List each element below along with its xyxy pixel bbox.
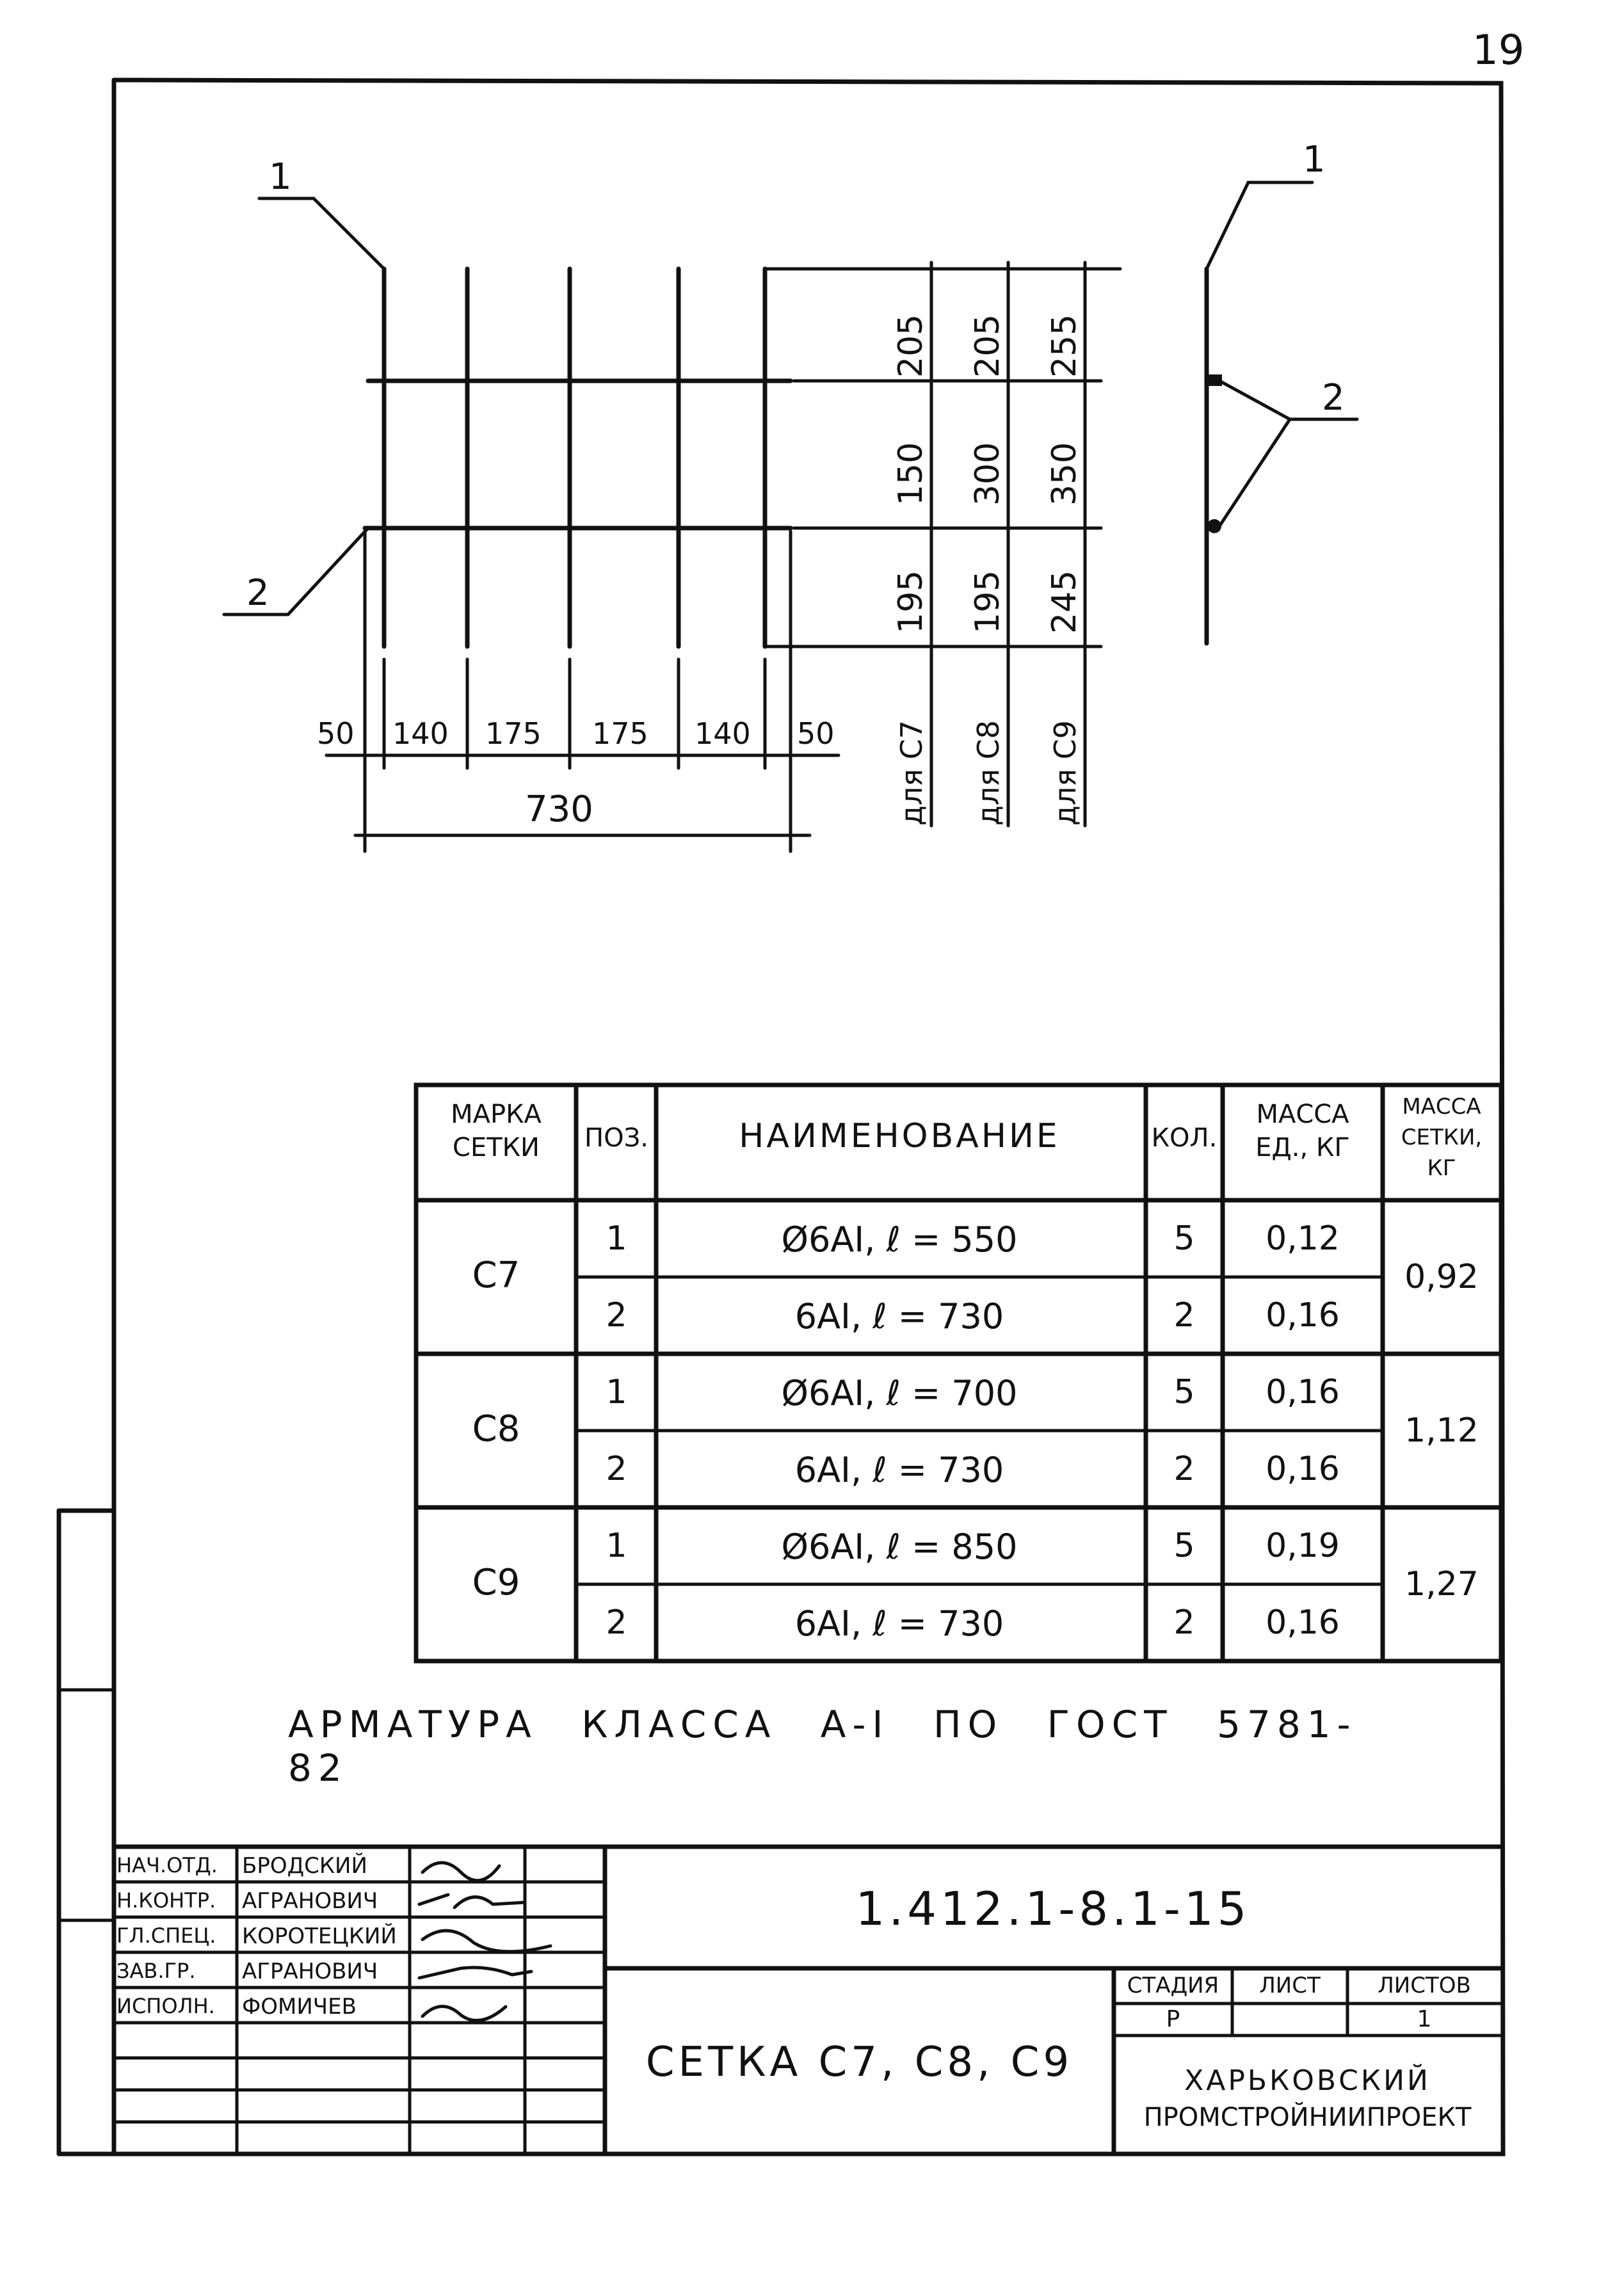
pos: 1 [606, 1373, 627, 1411]
sig-name: КОРОТЕЦКИЙ [242, 1924, 397, 1949]
name: 6AI, ℓ = 730 [794, 1603, 1004, 1644]
header-qty: КОЛ. [1151, 1123, 1218, 1153]
callout-1-left: 1 [269, 156, 292, 198]
sig-role: ЗАВ.ГР. [117, 1959, 196, 1983]
sig-role: НАЧ.ОТД. [117, 1853, 218, 1877]
dim-overall: 730 [525, 789, 593, 830]
mass-c8: 1,12 [1404, 1411, 1479, 1450]
reinforcement-note: АРМАТУРА КЛАССА А-I ПО ГОСТ 5781-82 [288, 1703, 1357, 1790]
dim-140-right: 140 [695, 716, 751, 751]
sheets-label: ЛИСТОВ [1378, 1973, 1471, 1998]
qty: 5 [1173, 1219, 1195, 1258]
qty: 5 [1173, 1527, 1195, 1565]
dim-c9-bot: 245 [1045, 570, 1084, 634]
pos: 1 [606, 1219, 627, 1258]
name: Ø6AI, ℓ = 700 [781, 1373, 1018, 1413]
qty: 2 [1173, 1450, 1195, 1488]
dim-c7-mid: 150 [892, 442, 930, 506]
mark-c7: С7 [472, 1255, 520, 1296]
dim-c8-label: для С8 [971, 720, 1006, 826]
sig-name: БРОДСКИЙ [242, 1853, 367, 1879]
callout-2-left: 2 [246, 572, 269, 614]
stage-label: СТАДИЯ [1127, 1973, 1219, 1998]
unit-mass: 0,16 [1266, 1603, 1340, 1642]
pos: 2 [606, 1603, 627, 1642]
dim-c8-top: 205 [969, 314, 1007, 378]
sig-role: ИСПОЛН. [117, 1994, 215, 2018]
drawing-title: СЕТКА С7, С8, С9 [645, 2039, 1073, 2086]
pos: 1 [606, 1527, 627, 1565]
sig-name: ФОМИЧЕВ [242, 1994, 357, 2020]
drawing-code: 1.412.1-8.1-15 [855, 1882, 1251, 1936]
qty: 2 [1173, 1296, 1195, 1335]
callout-1-right: 1 [1303, 139, 1326, 181]
unit-mass: 0,16 [1266, 1296, 1340, 1335]
dim-50-left: 50 [317, 716, 355, 751]
dim-c8-bot: 195 [969, 570, 1007, 634]
dim-50-right: 50 [797, 716, 835, 751]
sig-role: ГЛ.СПЕЦ. [117, 1924, 216, 1948]
sig-name: АГРАНОВИЧ [242, 1888, 378, 1914]
mass-c9: 1,27 [1404, 1565, 1479, 1603]
dim-c9-mid: 350 [1045, 442, 1084, 506]
pos: 2 [606, 1450, 627, 1488]
dim-c7-top: 205 [892, 314, 930, 378]
dim-175-b: 175 [592, 716, 648, 751]
dim-140-left: 140 [392, 716, 449, 751]
header-name: НАИМЕНОВАНИЕ [739, 1117, 1060, 1155]
dim-c7-label: для С7 [894, 720, 929, 826]
name: 6AI, ℓ = 730 [794, 1296, 1004, 1337]
dim-175-a: 175 [485, 716, 542, 751]
mark-c9: С9 [472, 1562, 520, 1603]
unit-mass: 0,19 [1266, 1527, 1340, 1565]
name: 6AI, ℓ = 730 [794, 1450, 1004, 1490]
mark-c8: С8 [472, 1408, 520, 1450]
header-mesh-mass: МАССА СЕТКИ, КГ [1401, 1094, 1483, 1181]
dim-c9-label: для С9 [1048, 720, 1082, 826]
dim-c7-bot: 195 [892, 570, 930, 634]
qty: 2 [1173, 1603, 1195, 1642]
unit-mass: 0,12 [1266, 1219, 1340, 1258]
name: Ø6AI, ℓ = 550 [781, 1219, 1018, 1260]
header-unit-mass: МАССА ЕД., КГ [1255, 1100, 1350, 1162]
dim-c8-mid: 300 [969, 442, 1007, 506]
callout-2-right: 2 [1322, 377, 1345, 419]
sheet-label: ЛИСТ [1259, 1973, 1321, 1998]
sheets-value: 1 [1417, 2006, 1432, 2032]
pos: 2 [606, 1296, 627, 1335]
dim-c9-top: 255 [1045, 314, 1084, 378]
organization-line2: ПРОМСТРОЙНИИПРОЕКТ [1143, 2103, 1472, 2132]
organization-line1: ХАРЬКОВСКИЙ [1184, 2064, 1431, 2097]
sig-name: АГРАНОВИЧ [242, 1959, 378, 1984]
stage-value: Р [1166, 2006, 1180, 2032]
header-mark: МАРКА СЕТКИ [451, 1100, 542, 1162]
unit-mass: 0,16 [1266, 1450, 1340, 1488]
page-number: 19 [1472, 27, 1525, 74]
sig-role: Н.КОНТР. [117, 1888, 216, 1913]
name: Ø6AI, ℓ = 850 [781, 1527, 1018, 1567]
header-pos: ПОЗ. [584, 1123, 648, 1153]
mass-c7: 0,92 [1404, 1258, 1479, 1296]
qty: 5 [1173, 1373, 1195, 1411]
unit-mass: 0,16 [1266, 1373, 1340, 1411]
